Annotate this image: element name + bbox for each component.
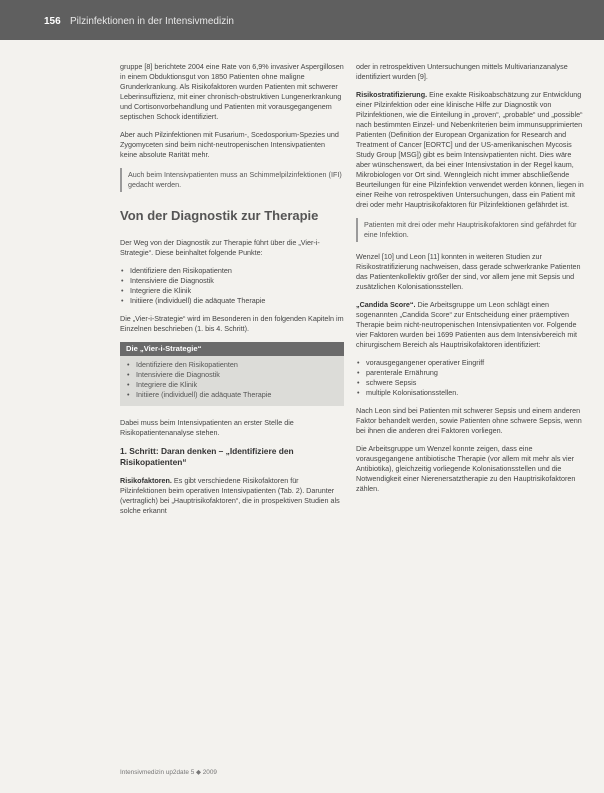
- bullet-list: [120, 266, 344, 306]
- paragraph-body: Es gibt verschiedene Risikofaktoren für Pilzinfektionen beim operativen Intensivpatienten (Tab. 2). Darunter (vertraglich) bei „Hauptrisikofaktoren“, die in prospektiven Studien als solche erkannt: [120, 476, 340, 515]
- paragraph: gruppe [8] berichtete 2004 eine Rate von 6,9% invasiver Aspergillosen in einem Obduktionsgut von 1850 Patienten ohne maligne Grunderkrankung. Als Risikofaktoren wurden Patienten mit schwerer Leberinsuffizienz, mit einer chronisch-obstruktiven Lungenerkrankung und Cortisonvorbehandlung und Patienten mit vorausgegangenem septischen Schock identifiziert.: [120, 62, 344, 121]
- paragraph: Nach Leon sind bei Patienten mit schwerer Sepsis und einem anderen Faktor behandelt werden, sowie Patienten ohne schwere Sepsis, wenn bei ihnen die anderen drei Faktoren vorliegen.: [356, 406, 582, 435]
- paragraph: Die Arbeitsgruppe um Wenzel konnte zeigen, dass eine vorausgegangene antibiotische Therapie (vor allem mit mehr als vier Antibiotika), gleichzeitig vorliegende Kolonisationsstellen und die Notwendigkeit einer Nierenersatztherapie zu den Hauptrisikofaktoren zählen.: [356, 444, 576, 493]
- list-item: • Identifiziere den Risikopatienten: [130, 266, 344, 276]
- list-item: • Integriere die Klinik: [136, 380, 344, 390]
- info-box-title: Die „Vier-i-Strategie“: [120, 342, 344, 356]
- section-heading: Von der Diagnostik zur Therapie: [120, 208, 319, 223]
- list-item: • Initiiere (individuell) die adäquate Therapie: [130, 296, 344, 306]
- list-item: • Intensiviere die Diagnostik: [136, 370, 344, 380]
- paragraph: Wenzel [10] und Leon [11] konnten in weiteren Studien zur Risikostratifizierung nachweisen, dass gerade schwerkranke Patienten das Patientenkollektiv größer der sind, vor allem jene mit Sepsis und zusätzlichen Kolonisationsstellen.: [356, 252, 581, 291]
- info-box-list: [120, 360, 344, 400]
- subsection-heading: 1. Schritt: Daran denken – „Identifiziere den Risikopatienten“: [120, 446, 294, 467]
- list-item: • schwere Sepsis: [366, 378, 584, 388]
- paragraph-lead: „Candida Score“.: [356, 300, 416, 309]
- pull-quote: Patienten mit drei oder mehr Hauptrisikofaktoren sind gefährdet für eine Infektion.: [356, 218, 584, 242]
- pull-quote: Auch beim Intensivpatienten muss an Schimmelpilzinfektionen (IFI) gedacht werden.: [120, 168, 344, 192]
- paragraph: [356, 90, 584, 210]
- page-number: 156: [44, 16, 61, 27]
- page-header: [0, 0, 604, 40]
- list-item: • vorausgegangener operativer Eingriff: [366, 358, 584, 368]
- list-item: • Initiiere (individuell) die adäquate Therapie: [136, 390, 344, 400]
- paragraph: [356, 300, 584, 350]
- paragraph: oder in retrospektiven Untersuchungen mittels Multivarianzanalyse identifiziert wurden [9].: [356, 62, 568, 81]
- left-column: [120, 62, 344, 524]
- list-item: • multiple Kolonisationsstellen.: [366, 388, 584, 398]
- paragraph: Aber auch Pilzinfektionen mit Fusarium-, Scedosporium-Spezies und Zygomyceten sind beim nicht-neutropenischen Intensivpatienten keine absolute Rarität mehr.: [120, 130, 339, 159]
- paragraph: Der Weg von der Diagnostik zur Therapie führt über die „Vier-i-Strategie“. Diese beinhaltet folgende Punkte:: [120, 238, 320, 257]
- list-item: • Integriere die Klinik: [130, 286, 344, 296]
- right-column: [356, 62, 584, 502]
- paragraph-body: Die Arbeitsgruppe um Leon schlägt einen sogenannten „Candida Score“ zur Entscheidung einer präemptiven Therapie beim nicht-neutropenischen Intensivpatienten vor. Folgende vier Faktoren wurden bei 1699 Patienten aus dem Intensivbereich mit chirurgischem Bereich als Hauptrisikofaktoren identifiziert:: [356, 300, 577, 349]
- list-item: • Intensiviere die Diagnostik: [130, 276, 344, 286]
- bullet-list: [356, 358, 584, 398]
- running-title: Pilzinfektionen in der Intensivmedizin: [70, 16, 234, 27]
- paragraph: [120, 476, 344, 516]
- list-item: • Identifiziere den Risikopatienten: [136, 360, 344, 370]
- paragraph-body: Eine exakte Risikoabschätzung zur Entwicklung einer Pilzinfektion oder eine klinische Hilfe zur Diagnostik von Pilzinfektionen, wie die Einteilung in „proven“, „probable“ und „possible“ nach bestimmten Einzel- und Nebenkriterien beim immunsupprimierten Patienten (Definition der European Organization for Research and Treatment of Cancer [EORTC] und der US-amerikanischen Mycosis Study Group [MSG]) gibt es beim Intensivpatienten nicht. Dies wäre aber wünschenswert, da bei einer Intensivstation in der Regel kaum, Mikrobiologen vor Ort sind. Wenngleich nicht immer abschließende Beurteilungen für eine Pilzinfektion verwendet werden können, liegen in einer Reihe von retrospektiven Untersuchungen, dass ein Patient mit drei oder mehr Hauptrisikofaktoren für Pilzinfektionen gefährdet ist.: [356, 90, 584, 209]
- list-item: • parenterale Ernährung: [366, 368, 584, 378]
- paragraph-lead: Risikostratifizierung.: [356, 90, 428, 99]
- page-footer: Intensivmedizin up2date 5 ◆ 2009: [120, 769, 217, 776]
- paragraph-lead: Risikofaktoren.: [120, 476, 172, 485]
- paragraph: Die „Vier-i-Strategie“ wird im Besonderen in den folgenden Kapiteln im Einzelnen beschrieben (1. bis 4. Schritt).: [120, 314, 344, 333]
- paragraph: Dabei muss beim Intensivpatienten an erster Stelle die Risikopatientenanalyse stehen.: [120, 418, 294, 437]
- info-box: [120, 342, 344, 406]
